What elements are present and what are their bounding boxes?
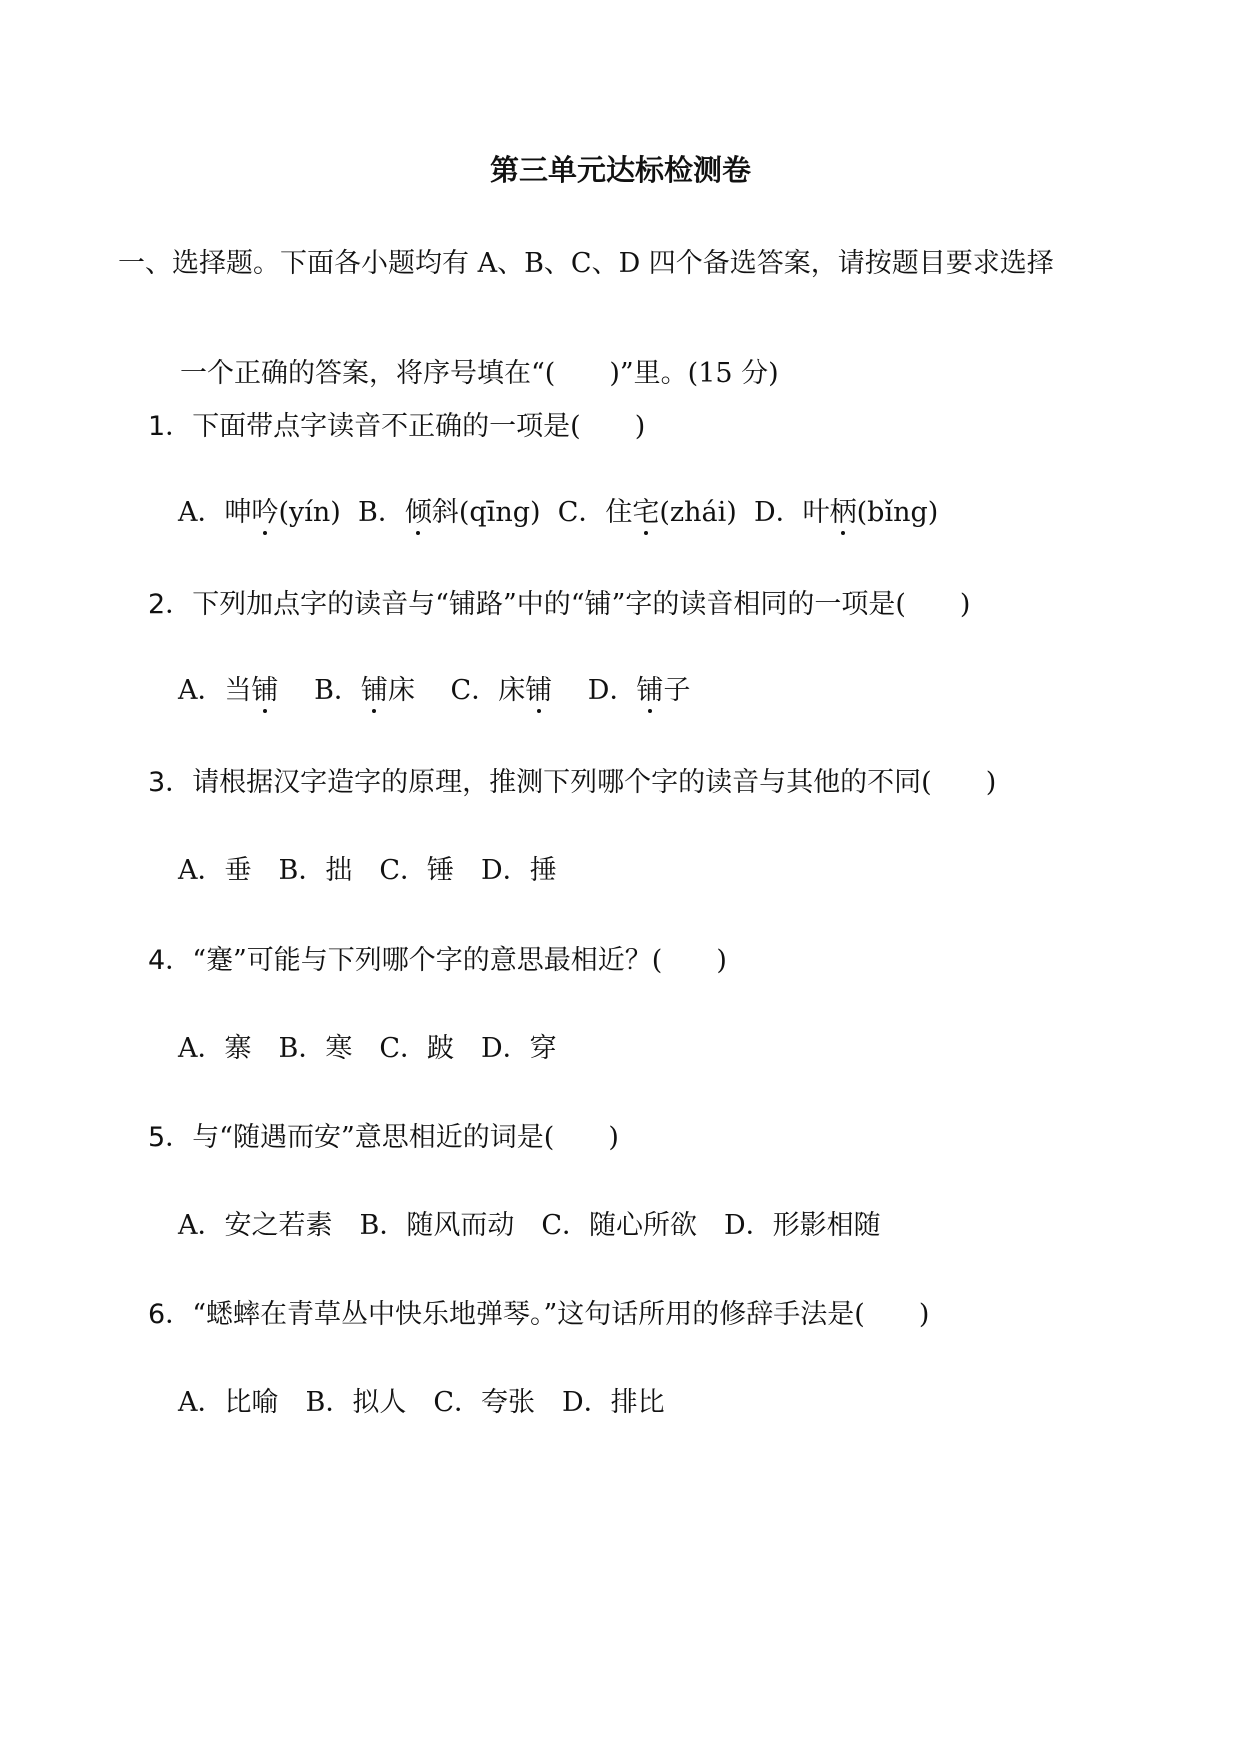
option-d-text: 叶 (802, 497, 830, 528)
option-c-label: C． (557, 497, 606, 528)
question-3-options: A．垂 B．拙 C．锤 D．捶 (178, 855, 557, 886)
question-number: 1． (148, 411, 193, 442)
question-text: 下列加点字的读音与“铺路”中的“铺”字的读音相同的一项是( ) (192, 589, 971, 620)
question-number: 3． (148, 767, 193, 798)
dotted-character: 倾 (404, 497, 432, 528)
option-a-pinyin: (yín) (278, 497, 341, 528)
question-4-options: A．寨 B．寒 C．跛 D．穿 (178, 1033, 557, 1064)
dotted-character: 铺 (251, 675, 279, 706)
question-number: 4． (148, 945, 193, 976)
option-c-text: 住 (605, 497, 633, 528)
option-d-label: D． (587, 675, 637, 706)
question-text: 下面带点字读音不正确的一项是( ) (192, 411, 646, 442)
question-2 (148, 582, 970, 621)
dotted-character: 铺 (360, 675, 388, 706)
section-heading-continued: 一个正确的答案，将序号填在“( )”里。(15 分) (180, 358, 779, 389)
option-b-label: B． (358, 497, 405, 528)
question-4 (148, 938, 727, 977)
question-5 (148, 1115, 619, 1154)
option-c-label: C． (450, 675, 499, 706)
question-6-options: A．比喻 B．拟人 C．夸张 D．排比 (178, 1387, 665, 1418)
option-a-label: A． (178, 497, 225, 528)
question-number: 2． (148, 589, 193, 620)
question-text: 与“随遇而安”意思相近的词是( ) (192, 1122, 619, 1153)
option-b-pinyin: 斜(qīng) (431, 497, 541, 528)
option-c-pinyin: (zhái) (659, 497, 737, 528)
option-b-label: B． (314, 675, 361, 706)
question-text: “蹇”可能与下列哪个字的意思最相近？( ) (192, 945, 727, 976)
option-d-label: D． (753, 497, 803, 528)
option-a-text: 呻 (224, 497, 252, 528)
page-title: 第三单元达标检测卷 (489, 153, 751, 187)
question-5-options: A．安之若素 B．随风而动 C．随心所欲 D．形影相随 (178, 1210, 881, 1241)
dotted-character: 宅 (632, 497, 660, 528)
question-text: “蟋蟀在青草丛中快乐地弹琴。”这句话所用的修辞手法是( ) (192, 1299, 930, 1330)
question-1 (148, 404, 645, 443)
option-a-text: 当 (224, 675, 252, 706)
dotted-character: 铺 (525, 675, 553, 706)
question-text: 请根据汉字造字的原理，推测下列哪个字的读音与其他的不同( ) (192, 767, 997, 798)
dotted-character: 铺 (636, 675, 664, 706)
question-number: 6． (148, 1299, 193, 1330)
dotted-character: 柄 (829, 497, 857, 528)
option-d-text: 子 (663, 675, 691, 706)
question-6 (148, 1292, 929, 1331)
option-d-pinyin: (bǐng) (856, 497, 939, 528)
option-c-text: 床 (498, 675, 526, 706)
question-number: 5． (148, 1122, 193, 1153)
dotted-character: 吟 (251, 497, 279, 528)
option-a-label: A． (178, 675, 225, 706)
question-1-options (178, 490, 938, 529)
question-3 (148, 760, 996, 799)
section-heading: 一、选择题。下面各小题均有 A、B、C、D 四个备选答案，请按题目要求选择 (118, 248, 1054, 279)
option-b-text: 床 (387, 675, 415, 706)
question-2-options (178, 668, 690, 707)
